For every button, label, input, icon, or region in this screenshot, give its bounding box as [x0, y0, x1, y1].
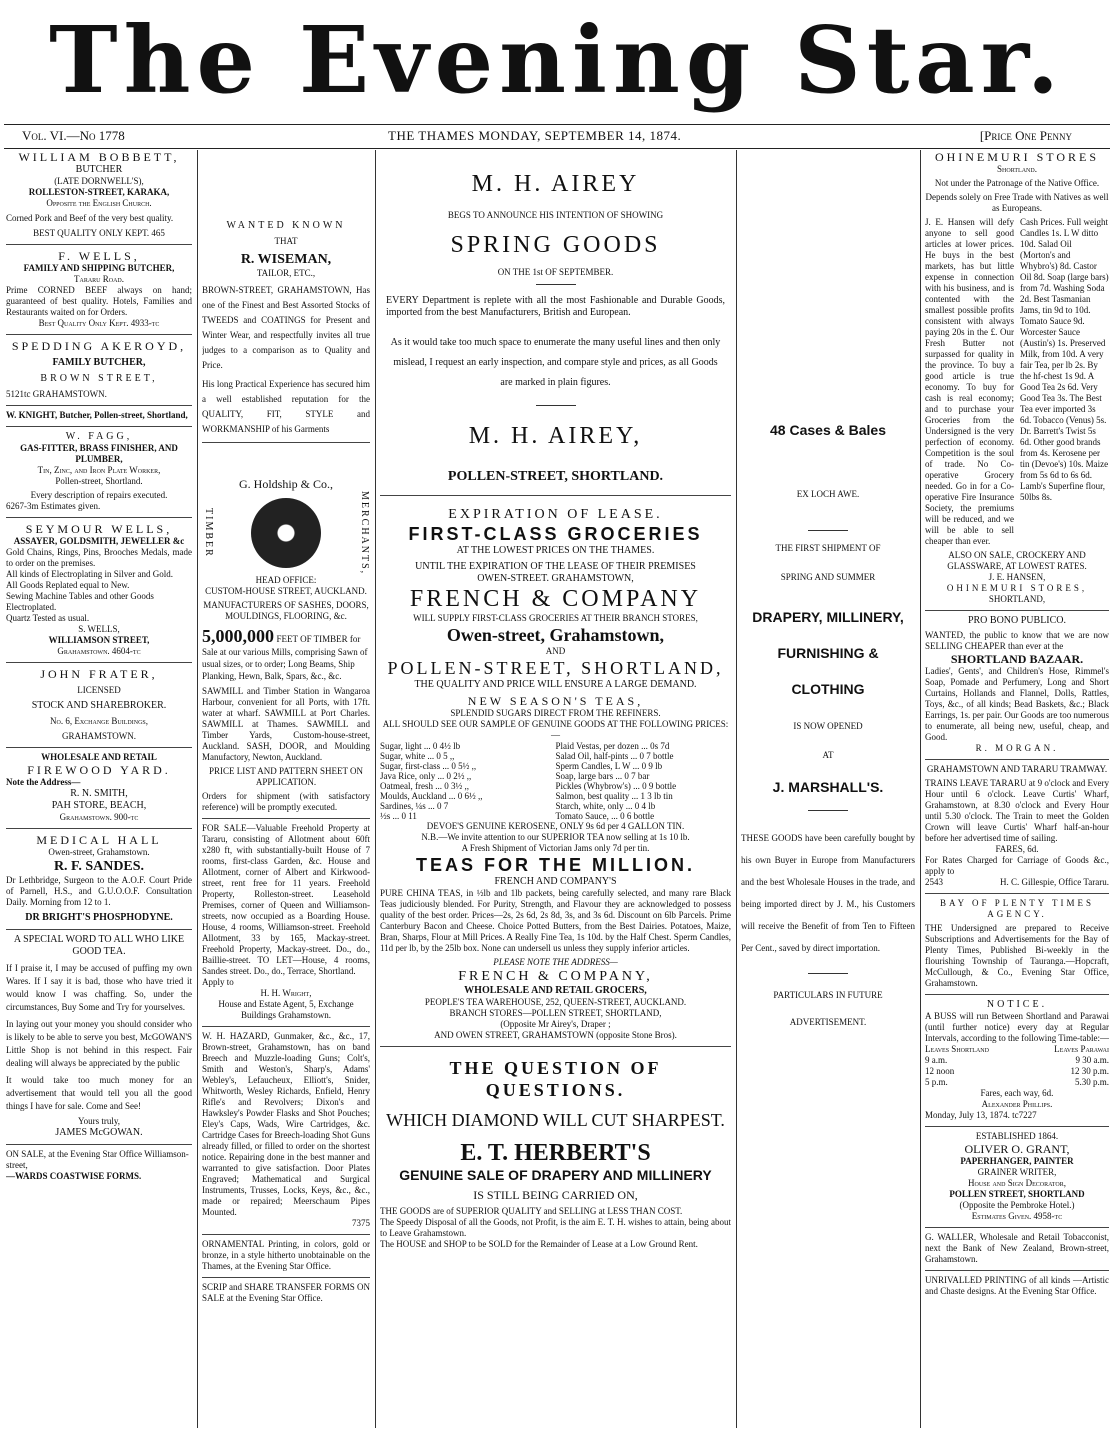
ad-text: 5121tc GRAHAMSTOWN. [6, 389, 107, 399]
price-item: ½s ... 0 11 [380, 811, 417, 821]
ad-text: ROLLESTON-STREET, KARAKA, [28, 187, 170, 197]
price-item: Salad Oil, half-pints ... 0 7 bottle [555, 751, 674, 761]
ad-text: ORNAMENTAL Printing, in colors, gold or bronze, in a style hitherto unobtainable on the Thames, at the Evening Star Office. [202, 1239, 370, 1272]
ad-text: (LATE DORNWELL'S), [54, 176, 144, 186]
ad-text: BRANCH STORES—POLLEN STREET, SHORTLAND, [449, 1008, 662, 1018]
ad-text: Leaves Shortland [925, 1044, 989, 1054]
ad-text: R. MORGAN. [975, 743, 1059, 753]
ad-text: No. 6, Exchange Buildings, [50, 716, 148, 726]
ad-text: GAS-FITTER, BRASS FINISHER, AND PLUMBER, [20, 443, 178, 464]
ad-text: Cash Prices. Full weight Candles 1s. L W ditto 10d. Salad Oil (Morton's and Whybro's) 8d. Castor Oil 8d. Soap (large bars) from 7d. Washing Soda 2d. Best Tasmanian Jams, tin 9d to 10d. Tomato Sauce 9d. Worcester Sauce (Austin's) 1s. Preserved Milk, from 10d. A very fair Tea, per lb 2s. By the hf-chest 1s 9d. A Good Tea 2s 6d. Very Good Tea 3s. The Best Tea ever imported 3s 6d. Tobacco (Venus) 5s. Dr. Barrett's Twist 5s 6d. Other good brands from 4s. Kerosene per tin (Devoe's) 10s. Maize from 5s 6d to 6s 6d. Lamb's Superfine flour, 50lbs 8s. [1020, 217, 1109, 502]
ad-heading: FIRST-CLASS GROCERIES [408, 524, 703, 544]
ad-text: Owen-street, Grahamstown, [446, 625, 665, 645]
ad-text: R. WISEMAN, [240, 252, 332, 267]
ad-text: Fares, each way, 6d. [980, 1088, 1054, 1098]
price-list-left [380, 741, 556, 821]
ad-text: SPRING AND SUMMER [780, 572, 876, 582]
price-item: Tomato Sauce, ... 0 6 bottle [555, 811, 655, 821]
issue-price: [Price One Penny [979, 128, 1072, 143]
price-item: Soap, large bars ... 0 7 bar [555, 771, 650, 781]
ad-text: SCRIP and SHARE TRANSFER FORMS ON SALE at the Evening Star Office. [202, 1282, 370, 1304]
ad-text: G. WALLER, Wholesale and Retail Tobacconist, next the Bank of New Zealand, Brown-street, Grahamstown. [925, 1232, 1109, 1264]
ad-text: (Opposite Mr Airey's, Draper ; [500, 1019, 611, 1029]
ad-text: Quartz Tested as usual. [6, 613, 90, 623]
price-list-right [556, 741, 732, 821]
ad-text: Owen-street, Grahamstown. [48, 847, 150, 857]
ad-text: Tararu Road. [73, 274, 124, 284]
ad-heading: E. T. HERBERT'S [460, 1140, 651, 1166]
ad-text: W. H. HAZARD, Gunmaker, &c., &c., 17, Brown-street, Grahamstown, has on band Breech and Muzzle-loading Guns; Colt's, Smith and Weston's, Sharp's, Adams' Webley's, Lefaucheux, Elliott's, Snider, Whitworth, Wesley Richards, Enfield, Henry Rifle's and Revolvers; Dixon's and Hawksley's Powder Flasks and Shot Pouches; Eley's Caps, Wads, Wire Cartridges, &c. Cartridge Cases for Breech-loading Shot Guns already filled, or filled to order on the shortest notice. Repairing done in the best manner and warranted to give satisfaction. Door Plates Engraved; Mathematical and Surgical Instruments, Trusses, Locks, Keys, &c., &c., made or repaired; Meerschaum Pipes Mounted. [202, 1031, 370, 1218]
ad-heading: 48 Cases & Bales [770, 422, 886, 438]
ad-text: Gold Chains, Rings, Pins, Brooches Medals, made to order on the premises. [6, 547, 192, 568]
column-divider [375, 150, 376, 1428]
ad-heading: SPRING GOODS [450, 232, 661, 258]
ad-text: Estimates Given. 4958-tc [971, 1211, 1063, 1221]
ad-heading: A SPECIAL WORD TO ALL WHO LIKE GOOD TEA. [13, 934, 185, 957]
holdship-ad [202, 442, 370, 813]
ad-text: Prime CORNED BEEF always on hand; guaranteed of best quality. Hotels, Families and Restaurants waited on for Orders. [6, 285, 192, 317]
ad-text: WHOLESALE AND RETAIL GROCERS, [464, 985, 647, 996]
ad-text: As it would take too much space to enumerate the many useful lines and then only mislead, I request an early inspection, and compare style and prices, as all Goods are marked in plain figures. [390, 337, 721, 388]
ad-text: R. N. SMITH, [70, 788, 128, 799]
ad-text: FAMILY BUTCHER, [52, 357, 146, 368]
ad-text: TAILOR, ETC., [256, 268, 316, 278]
divider [808, 973, 848, 974]
timber-feet [202, 625, 370, 683]
price-item: Sugar, white ... 0 5 ,, [380, 751, 455, 761]
ad-text: Best Quality Only Kept. 4933-tc [38, 318, 160, 328]
ad-heading: WILLIAM BOBBETT, [18, 150, 180, 164]
ad-text: Ladies', Gents', and Children's Hose, Rimmel's Soap, Pomade and Perfumery, Long and Short Curtains, Hollands and Flannel, Dolls, Rattles, Toys, &c., of all kinds; Bead Baskets, &c.; Black Earrings, 1s. per pair. Our Goods are too numerous to enumerate, all being new, useful, cheap, and Good. [925, 666, 1109, 742]
waller-ad [925, 1227, 1109, 1265]
ad-text: 5 p.m. [925, 1077, 948, 1087]
ad-heading: WHICH DIAMOND WILL CUT SHARPEST. [386, 1110, 725, 1130]
ad-text: Shortland. [997, 164, 1037, 174]
ad-text: IS NOW OPENED [793, 721, 863, 731]
ad-text: PARTICULARS IN FUTURE [773, 990, 883, 1000]
dateline [0, 126, 1114, 146]
timetable-header [925, 1044, 1109, 1055]
ad-text: STOCK AND SHAREBROKER. [31, 700, 167, 711]
ad-text: 5,000,000 [202, 626, 274, 647]
hansen-ad [925, 150, 1109, 605]
ad-text: SHORTLAND, [988, 594, 1046, 604]
ad-heading: PRO BONO PUBLICO. [967, 615, 1067, 626]
ad-heading: W. FAGG, [65, 431, 133, 442]
ad-text: PAH STORE, BEACH, [51, 800, 147, 811]
bay-of-plenty-ad [925, 893, 1109, 989]
ad-heading: DRAPERY, MILLINERY, FURNISHING & CLOTHING [752, 609, 904, 697]
ad-text: Grahamstown. 900-tc [59, 812, 139, 822]
ad-text: AND [545, 646, 566, 656]
ad-text: ESTABLISHED 1864. [975, 1131, 1059, 1141]
column-divider [197, 150, 198, 1428]
buss-notice-ad [925, 994, 1109, 1121]
ad-text: S. WELLS, [78, 624, 120, 634]
ad-text: ALL SHOULD SEE OUR SAMPLE OF GENUINE GOODS AT THE FOLLOWING PRICES:— [382, 719, 729, 740]
column-2 [202, 150, 370, 1428]
ad-text: OWEN-STREET. GRAHAMSTOWN, [477, 573, 634, 584]
timetable-row [925, 1066, 1109, 1077]
ad-text: AND OWEN STREET, GRAHAMSTOWN (opposite Stone Bros). [434, 1030, 677, 1040]
ad-text: BEGS TO ANNOUNCE HIS INTENTION OF SHOWING [447, 210, 664, 220]
ad-text: UNTIL THE EXPIRATION OF THE LEASE OF THEIR PREMISES [415, 561, 696, 572]
ad-text: Grahamstown. 4604-tc [57, 646, 141, 656]
ad-text: 2543 [925, 877, 943, 887]
ad-text: W. KNIGHT, Butcher, Pollen-street, Shortland, [6, 410, 188, 420]
ad-text: UNRIVALLED PRINTING of all kinds —Artistic and Chaste designs. At the Evening Star Office. [925, 1275, 1109, 1296]
ad-text: 12 noon [925, 1066, 955, 1076]
marshall-ad [741, 150, 915, 1028]
ad-text: Depends solely on Free Trade with Natives as well as Europeans. [925, 192, 1109, 213]
ad-text: BROWN STREET, [40, 373, 158, 384]
ad-text: 7375 [352, 1218, 370, 1229]
ad-heading: WANTED KNOWN [226, 220, 346, 231]
price-item: Java Rice, only ... 0 2½ ,, [380, 771, 472, 781]
ad-text: Opposite the English Church. [46, 198, 152, 208]
ad-text: PAPERHANGER, PAINTER [960, 1156, 1074, 1166]
ad-text: The Speedy Disposal of all the Goods, not Profit, is the aim E. T. H. wishes to attain, being about to Leave Grahamstown. [380, 1217, 731, 1238]
coastwise-forms-ad [6, 1144, 192, 1182]
ad-text: MANUFACTURERS OF SASHES, DOORS, MOULDINGS, FLOORING, &c. [203, 600, 369, 622]
ad-text: DR BRIGHT'S PHOSPHODYNE. [25, 912, 173, 923]
ad-text: House and Sign Decorator, [968, 1178, 1066, 1188]
ad-text: BUTCHER [75, 164, 123, 175]
ad-text: H. C. Gillespie, Office Tararu. [999, 877, 1109, 887]
tramway-signoff [925, 877, 1109, 888]
wright-property-ad [202, 818, 370, 1021]
wiseman-ad [202, 150, 370, 437]
ad-text: EX LOCH AWE. [796, 489, 860, 499]
ad-heading: FIREWOOD YARD. [27, 763, 171, 777]
ad-text: POLLEN-STREET, SHORTLAND. [447, 469, 664, 484]
ad-text: ADVERTISEMENT. [789, 1017, 867, 1027]
issue-date: THE THAMES MONDAY, SEPTEMBER 14, 1874. [388, 128, 682, 143]
ad-text: GRAINER WRITER, [977, 1167, 1057, 1177]
ad-text: Tin, Zinc, and Iron Plate Worker, [37, 465, 161, 475]
ad-heading: M. H. AIREY, [468, 423, 643, 449]
ad-text: Not under the Patronage of the Native Office. [934, 178, 1100, 188]
firewood-ad [6, 747, 192, 823]
ad-text: POLLEN STREET, SHORTLAND [949, 1189, 1085, 1199]
ad-text: PLEASE NOTE THE ADDRESS— [493, 957, 618, 967]
column-3 [380, 150, 731, 1428]
ad-text: WHOLESALE AND RETAIL [41, 752, 157, 762]
ad-text: Monday, July 13, 1874. tc7227 [925, 1110, 1037, 1120]
ad-text: MERCHANTS, [359, 491, 370, 576]
ad-text: Every description of repairs executed. [30, 490, 168, 500]
price-item: Starch, white, only ... 0 4 lb [555, 801, 656, 811]
ad-heading: OLIVER O. GRANT, [964, 1142, 1070, 1156]
ad-heading: SPEDDING AKEROYD, [11, 339, 187, 353]
herbert-ad [380, 1046, 731, 1250]
ad-text: R. F. SANDES. [53, 859, 145, 874]
ad-text: ON THE 1st OF SEPTEMBER. [497, 267, 614, 277]
ad-heading: F. WELLS, [58, 249, 140, 263]
ad-text: THE Undersigned are prepared to Receive Subscriptions and Advertisements for the Bay of Plenty Times, Published Bi-weekly in the flourishing Township of Tauranga.—Hopcraft, McCullough, & Co., Evening Star Office, Grahamstown. [925, 923, 1109, 988]
ad-text: IS STILL BEING CARRIED ON, [473, 1188, 638, 1202]
tramway-ad [925, 759, 1109, 888]
ad-text: PEOPLE'S TEA WAREHOUSE, 252, QUEEN-STREET, AUCKLAND. [424, 997, 687, 1007]
ad-text: WILLIAMSON STREET, [48, 635, 150, 645]
ad-heading: FRENCH & COMPANY [409, 586, 702, 612]
ad-text: 9 30 a.m. [1075, 1055, 1109, 1065]
ad-text: All kinds of Electroplating in Silver and Gold. [6, 569, 173, 579]
ad-text: TIMBER [203, 508, 214, 558]
price-item: Salmon, best quality ... 1 3 lb tin [555, 791, 673, 801]
divider [536, 405, 576, 406]
ad-text: The HOUSE and SHOP to be SOLD for the Remainder of Lease at a Low Ground Rent. [380, 1239, 698, 1249]
ad-heading: FRENCH & COMPANY, [458, 969, 653, 984]
ad-text: Corned Pork and Beef of the very best quality. [6, 213, 174, 223]
ad-heading: NOTICE. [986, 999, 1048, 1010]
ad-text: GENUINE SALE OF DRAPERY AND MILLINERY [399, 1167, 712, 1183]
ad-text: NEW SEASON'S TEAS, [467, 694, 644, 708]
ad-text: ALSO ON SALE, CROCKERY AND GLASSWARE, AT LOWEST RATES. [947, 550, 1087, 571]
ad-text: FRENCH AND COMPANY'S [494, 876, 617, 887]
ad-text: DEVOE'S GENUINE KEROSENE, ONLY 9s 6d per 4 GALLON TIN. [426, 821, 685, 831]
column-4 [741, 150, 915, 1428]
saw-blade-icon [251, 498, 321, 568]
ad-text: J. E. HANSEN, [988, 572, 1046, 582]
akeroyd-ad [6, 334, 192, 400]
ad-text: N.B.—We invite attention to our SUPERIOR TEA now selling at 1s 10 lb. [421, 832, 690, 842]
ad-text: —WARDS COASTWISE FORMS. [6, 1171, 142, 1181]
price-item: Oatmeal, fresh ... 0 3½ ,, [380, 781, 469, 791]
ad-text: A BUSS will run Between Shortland and Parawai (until further notice) every day at Regular Intervals, according to the following Time-table:— [925, 1011, 1109, 1043]
ad-text: Note the Address— [6, 777, 81, 787]
airey-ad [380, 150, 731, 485]
ad-text: EVERY Department is replete with all the most Fashionable and Durable Goods, imported from the best Manufacturers, British and European. [386, 295, 725, 318]
column-1 [6, 150, 192, 1428]
ad-heading: GRAHAMSTOWN AND TARARU TRAMWAY. [926, 764, 1108, 774]
ad-text: For Rates Charged for Carriage of Goods &c., apply to [925, 855, 1109, 876]
hazard-ad [202, 1026, 370, 1229]
ad-text: His long Practical Experience has secured him a well established reputation for the QUALITY, FIT, STYLE and WORKMANSHIP of his Garments [202, 379, 370, 434]
grant-ad [925, 1126, 1109, 1222]
ad-text: ASSAYER, GOLDSMITH, JEWELLER &c [13, 536, 185, 546]
bobbett-ad [6, 150, 192, 239]
price-item: Sugar, first-class ... 0 5½ ,, [380, 761, 477, 771]
ad-text: POLLEN-STREET, SHORTLAND, [387, 658, 724, 678]
ad-text: HEAD OFFICE: [255, 575, 317, 586]
ad-text: THE GOODS are of SUPERIOR QUALITY and SELLING at LESS THAN COST. [380, 1206, 683, 1216]
knight-ad [6, 405, 192, 421]
price-list [380, 741, 731, 821]
timber-emblem [202, 491, 370, 575]
divider [536, 284, 576, 285]
divider [808, 810, 848, 811]
ad-text: BROWN-STREET, GRAHAMSTOWN, Has one of the Finest and Best Assorted Stocks of TWEEDS and COATINGS for Present and Winter Wear, and respectfully invites all true judges to a comparison as to Quality and Price. [202, 285, 370, 370]
volume-number: Vol. VI.—No 1778 [22, 128, 125, 143]
ad-text: In laying out your money you should consider who is likely to be able to serve you best, McGOWAN'S Little Shop is not behind in this respect. Fair dealing will always be appreciated by the public [6, 1019, 192, 1068]
ad-text: WANTED, the public to know that we are now SELLING CHEAPER than ever at the [925, 630, 1109, 651]
ad-text: A Fresh Shipment of Victorian Jams only 7d per tin. [461, 843, 650, 853]
ad-text: All Goods Replated equal to New. [6, 580, 130, 590]
ad-text: Pollen-street, Shortland. [55, 476, 143, 486]
fagg-ad [6, 426, 192, 512]
ad-heading: TEAS FOR THE MILLION. [416, 855, 695, 875]
ad-text: JAMES McGOWAN. [55, 1127, 143, 1138]
ad-text: AT [822, 750, 834, 760]
ad-text: Orders for shipment (with satisfactory reference) will be promptly executed. [202, 791, 370, 813]
scrip-ad [202, 1277, 370, 1304]
ad-text: It would take too much money for an advertisement that would tell you all the good things I have for sale. Come and See! [6, 1075, 192, 1111]
column-5 [925, 150, 1109, 1428]
ad-text: FEET OF TIMBER for Sale at our various Mills, comprising Sawn of usual sizes, or to order; Long Beams, Ship Planking, Hewn, Balk, Spars, &c., &c. [202, 634, 368, 682]
ad-text: Sewing Machine Tables and other Goods Electroplated. [6, 591, 154, 612]
ad-text: H. H. Wright, [260, 988, 312, 999]
ad-text: Leaves Parawai [1054, 1044, 1109, 1054]
ad-text: AT THE LOWEST PRICES ON THE THAMES. [456, 545, 655, 556]
ad-text: J. E. Hansen will defy anyone to sell good articles at lower prices. He buys in the best markets, has but little expense in connection with his business, and is contented with the smallest possible profits consistent with always paying 20s in the £. Our Fresh Butter not surpassed for quality in the province. To buy a good article is true economy. To buy for cash is real economy; and to purchase your Groceries from the Undersigned is the very perfection of economy. Competition is the soul of trade. No Co-operative Grocery needed. Go in for a Co-operative Fire Insurance Society, the premiums will be reduced, and we will be able to sell cheaper than ever. [925, 217, 1014, 546]
seymour-wells-ad [6, 517, 192, 657]
ad-heading: SEYMOUR WELLS, [25, 522, 173, 536]
ad-heading: J. MARSHALL'S. [772, 779, 884, 795]
printing-ad [202, 1234, 370, 1272]
ad-text: CUSTOM-HOUSE STREET, AUCKLAND. [205, 586, 367, 597]
price-item: Sardines, ¼s ... 0 7 [380, 801, 449, 811]
ad-text: THAT [274, 236, 298, 246]
price-item: Plaid Vestas, per dozen ... 0s 7d [555, 741, 670, 751]
french-company-ad [380, 495, 731, 1041]
top-rule [4, 124, 1110, 125]
f-wells-ad [6, 244, 192, 329]
ad-text: SAWMILL and Timber Station in Wangaroa Harbour, convenient for all Ports, with 17ft. water at wharf. SAWMILL at Port Charles. SAWMILL at Thames. SAWMILL and Timber Yards, Custom-house-street, Auckland. SASH, DOOR, and Moulding Manufactory, Newton, Auckland. [202, 686, 370, 763]
price-item: Sperm Candles, L W ... 0 9 lb [555, 761, 663, 771]
ad-text: ON SALE, at the Evening Star Office Williamson-street, [6, 1149, 189, 1170]
ad-text: THE QUALITY AND PRICE WILL ENSURE A LARGE DEMAND. [414, 679, 697, 690]
column-divider [736, 150, 737, 1428]
ad-text: GRAHAMSTOWN. [61, 731, 137, 741]
ad-heading: THE QUESTION OF QUESTIONS. [449, 1058, 662, 1100]
ad-heading: SHORTLAND BAZAAR. [950, 652, 1084, 666]
ad-text: FARES, 6d. [995, 844, 1039, 854]
ad-heading: G. Holdship & Co., [238, 477, 333, 491]
divider [808, 530, 848, 531]
price-item: Sugar, light ... 0 4½ lb [380, 741, 461, 751]
ad-heading: BAY OF PLENTY TIMES AGENCY. [939, 898, 1095, 919]
ad-text: THE FIRST SHIPMENT OF [775, 543, 881, 553]
timetable-row [925, 1077, 1109, 1088]
ad-text: 5.30 p.m. [1074, 1077, 1109, 1087]
masthead [0, 0, 1114, 120]
ad-text: THESE GOODS have been carefully bought by his own Buyer in Europe from Manufacturers and the best Wholesale Houses in the trade, and being imported direct by J. M., his Customers will receive the Benefit of from Ten to Fifteen Per Cent., saved by direct importation. [741, 833, 915, 953]
ad-text: FOR SALE—Valuable Freehold Property at Tararu, consisting of Allotment about 60ft x280 ft, with substantially-built House of 7 rooms, first-class Garden, &c. House and Allotment, corner of Albert and Kirkwood-street, rent free for 11 years. Freehold Property, Rolleston-street. Leasehold Premises, corner of Queen and Williamson-streets, now occupied as a Boarding House. House, 4 rooms, Williamson-street. Freehold Allotment, 33 by 165, Mackay-street. Freehold Property, Mackay-street. Do., do., Baillie-street. TO LET—House, 4 rooms, Sandes street. Do., do., Terrace, Shortland. [202, 823, 370, 977]
ad-text: Yours truly, [77, 1116, 120, 1126]
price-item: Pickles (Whybrow's) ... 0 9 bottle [555, 781, 677, 791]
ad-text: PURE CHINA TEAS, in ½lb and 1lb packets, being carefully selected, and many rare Black Teas judiciously blended. For Purity, Strength, and Flavour they are acknowledged to possess quality of the best order. Prices—2s, 2s 6d, 2s 8d, 3s, and 3s 6d. Discount on 6lb Parcels. Prime Canterbury Bacon and Cheese. Choice Potted Butters, from the Best Dairies. Potatoes, Maize, Bran, Sharps, Flour at Mill Prices. A Really Fine Tea, 1s 10d. by the Half Chest. Sperm Candles, 11d per lb, by the 25lb box. None can undersell us unless they supply inferior articles. [380, 888, 731, 953]
ad-text: 6267-3m Estimates given. [6, 501, 101, 511]
ad-text: WILL SUPPLY FIRST-CLASS GROCERIES AT THEIR BRANCH STORES, [413, 613, 698, 623]
ad-text: TRAINS LEAVE TARARU at 9 o'clock and Every Hour until 6 o'clock. Leave Curtis' Wharf, Grahamstown, at 8.30 o'clock and Every Hour until 5.30 o'clock. The Train to meet the Golden Crown will leave Curtis' Wharf half-an-hour before her advertised time of sailing. [925, 778, 1109, 843]
ad-text: Apply to [202, 977, 234, 988]
unrivalled-printing-ad [925, 1270, 1109, 1297]
ad-heading: EXPIRATION OF LEASE. [448, 507, 663, 522]
frater-ad [6, 662, 192, 742]
ad-text: If I praise it, I may be accused of puffing my own Wares. If I say it is bad, those who have tried it would know I was chaffing. So, under the circumstances, Buy Some and Try for yourselves. [6, 963, 192, 1012]
ad-text: LICENSED [77, 685, 121, 695]
ad-text: SPLENDID SUGARS DIRECT FROM THE REFINERS. [450, 708, 661, 718]
price-item: Moulds, Auckland ... 0 6½ ,, [380, 791, 483, 801]
good-tea-ad [6, 929, 192, 1139]
timetable-row [925, 1055, 1109, 1066]
ad-heading: OHINEMURI STORES [934, 150, 1100, 164]
ad-text: House and Estate Agent, 5, Exchange Buildings Grahamstown. [218, 999, 354, 1021]
column-divider [920, 150, 921, 1428]
ad-text: Dr Lethbridge, Surgeon to the A.O.F. Court Pride of Parnell, H.S., and G.U.O.O.F. Consultation Daily. Morning from 12 to 1. [6, 875, 192, 907]
hansen-columns [925, 217, 1109, 547]
ad-text: 12 30 p.m. [1070, 1066, 1109, 1076]
ad-text: 9 a.m. [925, 1055, 948, 1065]
ad-text: PRICE LIST AND PATTERN SHEET ON APPLICATION. [208, 766, 364, 788]
ad-text: OHINEMURI STORES, [946, 583, 1088, 593]
ad-text: FAMILY AND SHIPPING BUTCHER, [23, 263, 175, 273]
dateline-rule [4, 148, 1110, 149]
ad-heading: M. H. AIREY [471, 171, 640, 197]
ad-text: Alexander Phillips. [981, 1099, 1053, 1109]
ad-heading: JOHN FRATER, [40, 667, 158, 681]
ad-text: BEST QUALITY ONLY KEPT. 465 [33, 228, 165, 238]
ad-text: (Opposite the Pembroke Hotel.) [959, 1200, 1075, 1210]
medical-hall-ad [6, 828, 192, 924]
masthead-title: The Evening Star. [49, 6, 1065, 114]
bazaar-ad [925, 610, 1109, 754]
ad-heading: MEDICAL HALL [36, 833, 162, 847]
